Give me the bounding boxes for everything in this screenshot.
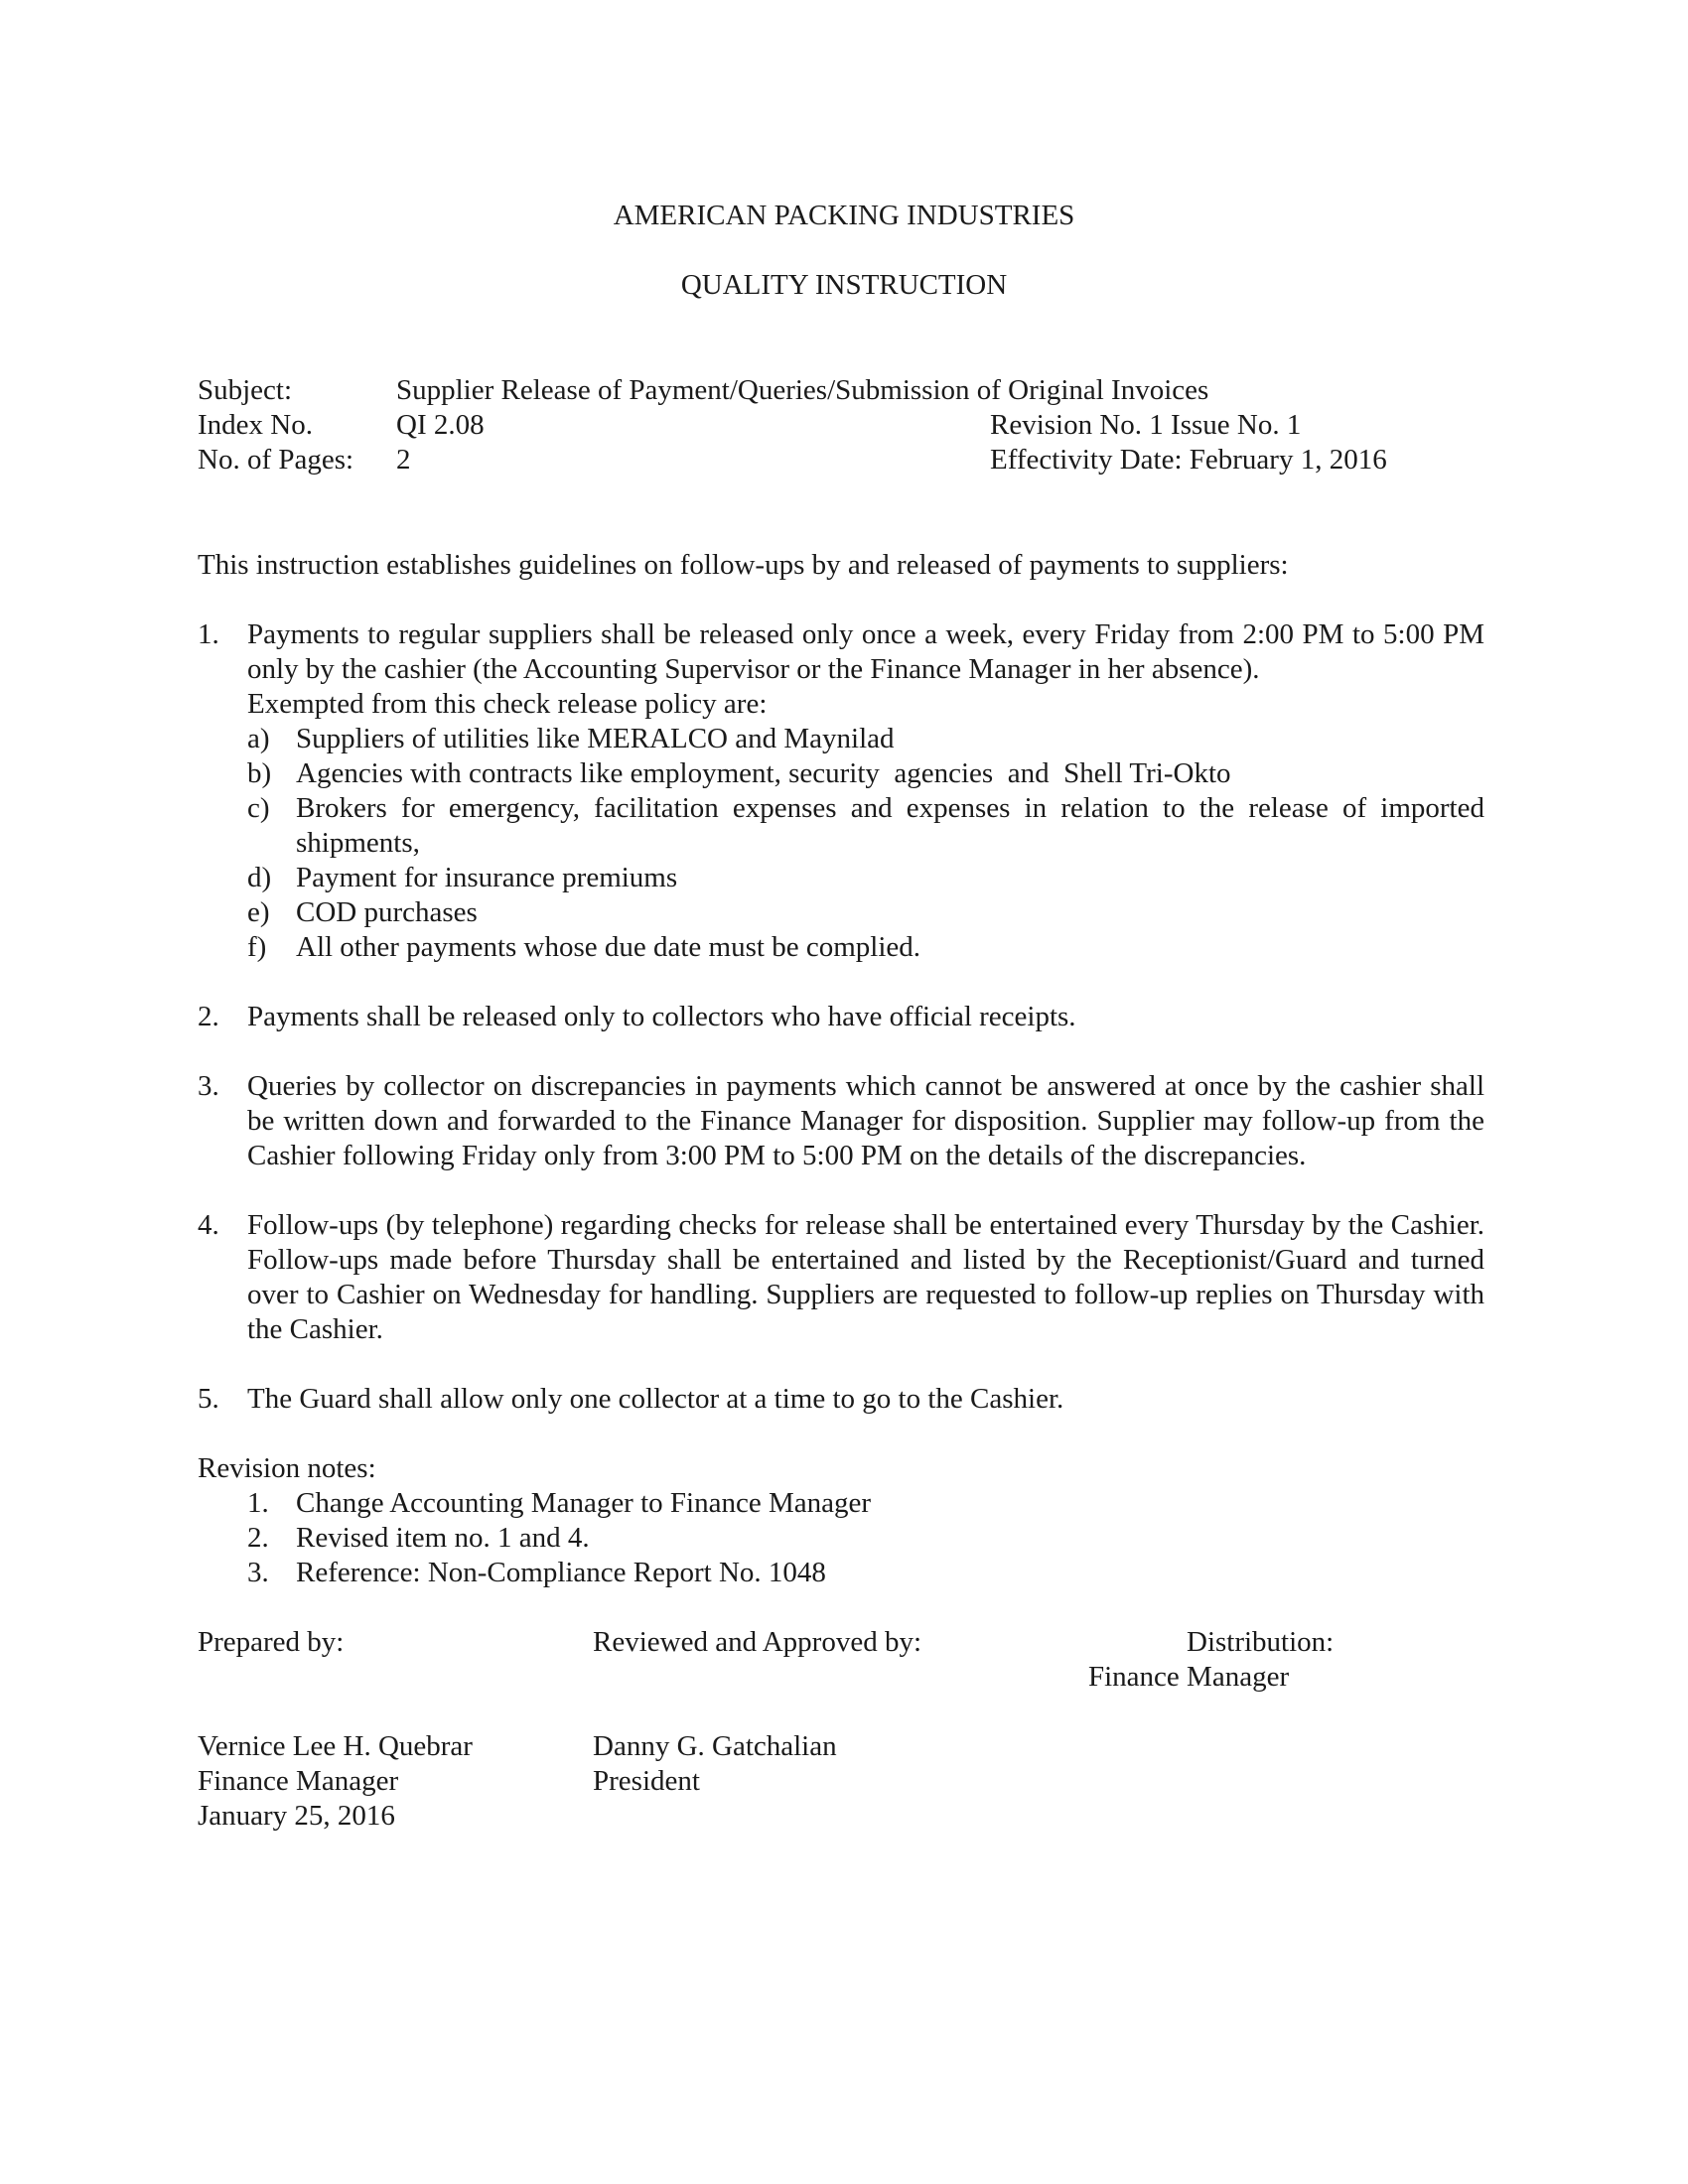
sub-item-letter: e)	[247, 896, 270, 928]
sub-item-letter: b)	[247, 757, 272, 789]
index-label: Index No.	[198, 409, 313, 441]
prepared-by-label: Prepared by:	[198, 1626, 345, 1658]
company-name: AMERICAN PACKING INDUSTRIES	[613, 200, 1075, 231]
intro-paragraph: This instruction establishes guidelines on follow-ups by and released of payments to suppliers:	[198, 549, 1289, 581]
item-number: 4.	[198, 1209, 219, 1241]
revision-note-number: 2.	[247, 1522, 269, 1554]
subject-value: Supplier Release of Payment/Queries/Submission of Original Invoices	[396, 374, 1209, 406]
distribution-label: Distribution:	[1187, 1626, 1335, 1658]
item-number: 2.	[198, 1001, 219, 1032]
sub-item-letter: d)	[247, 862, 272, 893]
index-value: QI 2.08	[396, 409, 485, 441]
subject-label: Subject:	[198, 374, 293, 406]
pages-label: No. of Pages:	[198, 444, 354, 476]
item-text: Follow-ups (by telephone) regarding checks for release shall be entertained every Thursday by the Cashier. Follow-ups made before Thursday shall be entertained and listed by the Receptionist/Guard and turned over to Cashier on Wednesday for handling. Suppliers are requested to follow-up replies on Thursday with the Cashier.	[247, 1209, 1484, 1345]
revision-note-number: 3.	[247, 1557, 269, 1588]
sub-item-text: Agencies with contracts like employment, security agencies and Shell Tri-Okto	[296, 757, 1231, 789]
sub-item-letter: f)	[247, 931, 267, 963]
reviewed-by-label: Reviewed and Approved by:	[593, 1626, 922, 1658]
sub-item-text: Payment for insurance premiums	[296, 862, 678, 893]
revision-notes-title: Revision notes:	[198, 1452, 376, 1484]
revision-note-text: Change Accounting Manager to Finance Manager	[296, 1487, 872, 1519]
effectivity-date: Effectivity Date: February 1, 2016	[990, 444, 1387, 476]
item-extra-text: Exempted from this check release policy are:	[247, 688, 768, 720]
sub-item-letter: c)	[247, 792, 270, 824]
sub-item-text: All other payments whose due date must be complied.	[296, 931, 920, 963]
preparer-title: Finance Manager	[198, 1765, 399, 1797]
sub-item-text: COD purchases	[296, 896, 478, 928]
sub-item-text: Suppliers of utilities like MERALCO and Maynilad	[296, 723, 895, 754]
revision-note-text: Reference: Non-Compliance Report No. 1048	[296, 1557, 826, 1588]
item-text: The Guard shall allow only one collector at a time to go to the Cashier.	[247, 1383, 1064, 1415]
item-text: Payments shall be released only to collectors who have official receipts.	[247, 1001, 1076, 1032]
sub-item-text: Brokers for emergency, facilitation expenses and expenses in relation to the release of imported shipments,	[296, 792, 1484, 859]
revision-note-number: 1.	[247, 1487, 269, 1519]
document-type-title: QUALITY INSTRUCTION	[680, 269, 1008, 301]
item-text: Payments to regular suppliers shall be released only once a week, every Friday from 2:00 PM to 5:00 PM only by the cashier (the Accounting Supervisor or the Finance Manager in her absence).	[247, 618, 1484, 685]
preparer-name: Vernice Lee H. Quebrar	[198, 1730, 473, 1762]
item-number: 5.	[198, 1383, 219, 1415]
pages-value: 2	[396, 444, 411, 476]
distribution-value: Finance Manager	[1088, 1661, 1290, 1693]
preparer-date: January 25, 2016	[198, 1800, 395, 1832]
item-text: Queries by collector on discrepancies in payments which cannot be answered at once by the cashier shall be written down and forwarded to the Finance Manager for disposition. Supplier may follow-up from the Cashier following Friday only from 3:00 PM to 5:00 PM on the details of the discrepancies.	[247, 1070, 1484, 1171]
item-number: 1.	[198, 618, 219, 650]
revision-note-text: Revised item no. 1 and 4.	[296, 1522, 590, 1554]
approver-name: Danny G. Gatchalian	[593, 1730, 837, 1762]
sub-item-letter: a)	[247, 723, 270, 754]
approver-title: President	[593, 1765, 700, 1797]
item-number: 3.	[198, 1070, 219, 1102]
revision-issue: Revision No. 1 Issue No. 1	[990, 409, 1302, 441]
